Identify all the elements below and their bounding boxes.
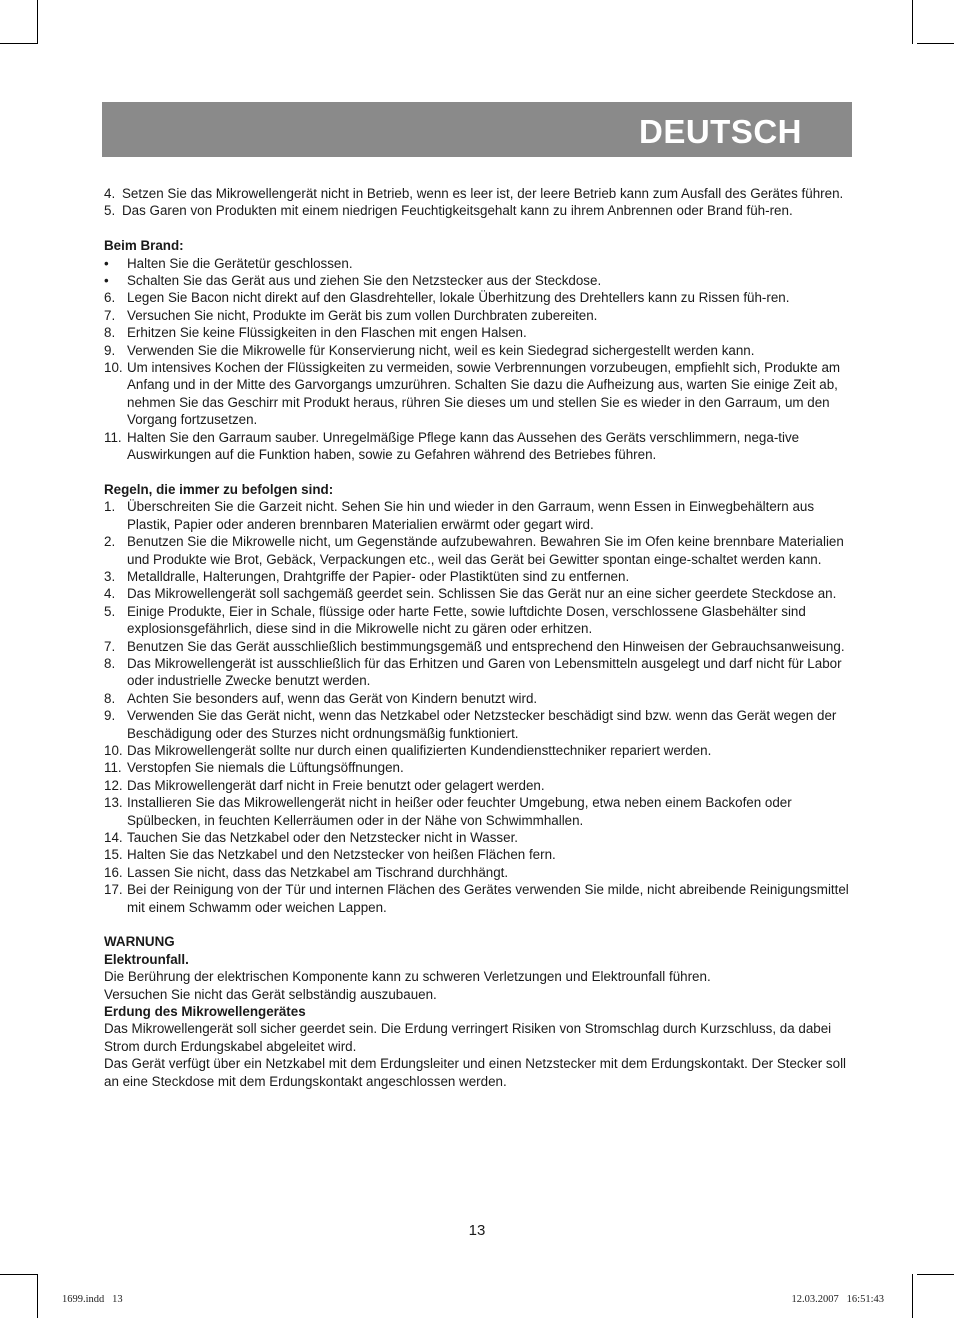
list-item-text: Tauchen Sie das Netzkabel oder den Netzstecker nicht in Wasser.: [127, 830, 519, 845]
date-slug: 12.03.2007 16:51:43: [791, 1294, 884, 1305]
list-item-text: Installieren Sie das Mikrowellengerät nicht in heißer oder feuchter Umgebung, etwa neben einem Backofen oder Spülbecken, in feuchten Kellerräumen oder in der Nähe von Schwimmhallen.: [127, 795, 792, 828]
list-item-text: Benutzen Sie das Gerät ausschließlich bestimmungsgemäß und entsprechend den Hinweisen der Gebrauchsanweisung.: [127, 638, 845, 654]
list-item-number: 10.: [104, 742, 123, 758]
warning-paragraph: Die Berührung der elektrischen Komponente kann zu schweren Verletzungen und Elektrounfall führen.: [104, 969, 711, 985]
crop-mark: [917, 43, 954, 44]
list-item-text: Das Mikrowellengerät darf nicht in Freie benutzt oder gelagert werden.: [127, 777, 545, 793]
list-item-text: Einige Produkte, Eier in Schale, flüssige oder harte Fette, sowie luftdichte Dosen, verschlossene Glasbehälter sind explosionsgefährlich, diese sind in die Mikrowelle nicht zu gären oder erhitzen.: [127, 603, 806, 637]
fire-bullets: [104, 255, 852, 290]
rules-items: [104, 498, 852, 916]
list-item-number: 3.: [104, 568, 116, 584]
list-item-number: 8.: [104, 325, 116, 341]
list-item: [104, 603, 852, 638]
list-item: [104, 255, 852, 272]
grounding-paragraph: Das Mikrowellengerät soll sicher geerdet sein. Die Erdung verringert Risiken von Stromschlag durch Kurzschluss, da dabei Strom durch Erdungskabel abgeleitet wird.: [104, 1021, 832, 1054]
list-item: [104, 568, 852, 585]
list-item-text: Metalldralle, Halterungen, Drahtgriffe der Papier- oder Plastiktüten sind zu entfernen.: [127, 568, 630, 584]
list-item: [104, 289, 852, 306]
language-banner: [102, 102, 852, 157]
list-item-number: 16.: [104, 864, 123, 880]
list-item-text: Das Mikrowellengerät ist ausschließlich für das Erhitzen und Garen von Lebensmitteln ausgelegt und darf nicht für Labor oder industrielle Zwecke benutzt werden.: [127, 655, 842, 689]
grounding-heading: Erdung des Mikrowellengerätes: [104, 1004, 306, 1020]
list-item-number: •: [104, 273, 109, 289]
page-number: 13: [468, 1222, 486, 1239]
crop-mark: [0, 43, 37, 44]
list-item-text: Erhitzen Sie keine Flüssigkeiten in den Flaschen mit engen Halsen.: [127, 325, 527, 341]
crop-mark: [912, 1274, 913, 1318]
electric-shock-heading: Elektrounfall.: [104, 951, 189, 967]
intro-list: [104, 185, 852, 220]
list-item-number: •: [104, 255, 109, 271]
crop-mark: [917, 1274, 954, 1275]
list-item-text: Das Garen von Produkten mit einem niedrigen Feuchtigkeitsgehalt kann zu ihrem Anbrennen oder Brand füh-ren.: [122, 203, 793, 219]
list-item-number: 15.: [104, 847, 123, 863]
list-item-number: 5.: [104, 603, 116, 619]
list-item: [104, 585, 852, 602]
list-item: [104, 742, 852, 759]
list-item: [104, 846, 852, 863]
list-item-text: Das Mikrowellengerät soll sachgemäß geerdet sein. Schlissen Sie das Gerät nur an eine sicher geerdete Steckdose an.: [127, 586, 837, 602]
list-item-text: Achten Sie besonders auf, wenn das Gerät von Kindern benutzt wird.: [127, 690, 538, 706]
list-item: [104, 307, 852, 324]
list-item-number: 11.: [104, 760, 122, 776]
crop-mark: [912, 0, 913, 44]
list-item-number: 4.: [104, 186, 116, 201]
list-item: [104, 707, 852, 742]
list-item-text: Bei der Reinigung von der Tür und internen Flächen des Gerätes verwenden Sie milde, nicht abreibende Reinigungsmittel mit einem Schwamm oder weichen Lappen.: [127, 882, 849, 915]
list-item-number: 9.: [104, 342, 116, 358]
list-item-text: Halten Sie den Garraum sauber. Unregelmäßige Pflege kann das Aussehen des Geräts verschlimmern, nega-tive Auswirkungen auf die Funktion haben, sowie zu Gefahren während des Betriebes führen.: [127, 429, 800, 463]
fire-items: [104, 289, 852, 463]
list-item-number: 12.: [104, 777, 123, 793]
list-item: [104, 533, 852, 568]
list-item: [104, 655, 852, 690]
list-item-text: Überschreiten Sie die Garzeit nicht. Sehen Sie hin und wieder in den Garraum, wenn Essen in Einwegbehältern aus Plastik, Papier oder anderen brennbaren Materialien erwärmt oder gegart wird.: [127, 499, 815, 532]
warning-heading: WARNUNG: [104, 934, 175, 950]
list-item-text: Versuchen Sie nicht, Produkte im Gerät bis zum vollen Durchbraten zubereiten.: [127, 307, 598, 323]
page-title: DEUTSCH: [638, 113, 802, 150]
list-item: [104, 498, 852, 533]
list-item-text: Das Mikrowellengerät sollte nur durch einen qualifizierten Kundendiensttechniker repariert werden.: [127, 742, 712, 758]
list-item-number: 4.: [104, 586, 116, 602]
list-item-text: Legen Sie Bacon nicht direkt auf den Glasdrehteller, lokale Überhitzung des Drehtellers kann zu Rissen füh-ren.: [127, 290, 790, 306]
list-item: [104, 829, 852, 846]
list-item: [104, 881, 852, 916]
list-item-number: 2.: [104, 534, 116, 550]
list-item-number: 5.: [104, 203, 116, 219]
list-item: [104, 342, 852, 359]
grounding-paragraph: Das Gerät verfügt über ein Netzkabel mit dem Erdungsleiter und einen Netzstecker mit dem Erdungskontakt. Der Stecker soll an eine Steckdose mit dem Erdungskontakt angeschlossen werden.: [104, 1056, 847, 1089]
list-item: [104, 777, 852, 794]
list-item-text: Lassen Sie nicht, dass das Netzkabel am Tischrand durchhängt.: [127, 864, 509, 880]
list-item-text: Verwenden Sie das Gerät nicht, wenn das Netzkabel oder Netzstecker beschädigt sind bzw. wenn das Gerät wegen der Beschädigung oder des Sturzes nicht ordnungsmäßig funktioniert.: [127, 708, 837, 741]
list-item-number: 6.: [104, 290, 116, 306]
list-item-text: Verwenden Sie die Mikrowelle für Konservierung nicht, weil es kein Siedegrad sichergestellt werden kann.: [127, 342, 755, 358]
list-item-number: 8.: [104, 655, 116, 671]
list-item-text: Halten Sie die Gerätetür geschlossen.: [127, 255, 353, 271]
list-item: [104, 272, 852, 289]
list-item: [104, 638, 852, 655]
list-item: [104, 185, 852, 202]
list-item-text: Halten Sie das Netzkabel und den Netzstecker von heißen Flächen fern.: [127, 847, 556, 863]
list-item-text: Benutzen Sie die Mikrowelle nicht, um Gegenstände aufzubewahren. Bewahren Sie im Ofen keine brennbare Materialien und Produkte wie Brot, Gebäck, Verpackungen etc., weil das Gerät bei Gewitter spontan einge-schaltet werden kann.: [127, 534, 844, 567]
list-item: [104, 429, 852, 464]
list-item-number: 10.: [104, 360, 123, 376]
list-item: [104, 759, 852, 776]
list-item-number: 11.: [104, 429, 122, 445]
list-item-text: Setzen Sie das Mikrowellengerät nicht in Betrieb, wenn es leer ist, der leere Betrieb kann zum Ausfall des Gerätes führen.: [122, 186, 844, 201]
list-item: [104, 864, 852, 881]
crop-mark: [37, 0, 38, 44]
list-item: [104, 202, 852, 219]
list-item: [104, 324, 852, 341]
list-item: [104, 690, 852, 707]
crop-mark: [0, 1274, 37, 1275]
list-item-number: 7.: [104, 307, 116, 323]
list-item-text: Schalten Sie das Gerät aus und ziehen Sie den Netzstecker aus der Steckdose.: [127, 273, 602, 289]
list-item-number: 13.: [104, 795, 123, 811]
document-body: [104, 185, 852, 1090]
list-item-number: 14.: [104, 830, 123, 845]
list-item-text: Um intensives Kochen der Flüssigkeiten zu vermeiden, sowie Verbrennungen vorzubeugen, empfiehlt sich, Produkte am Anfang und in der Mitte des Garvorgangs umzurühren. Schalten Sie dazu die Aufheizung aus, warten Sie einige Zeit ab, nehmen Sie das Geschirr mit Produkt heraus, rühren Sie dieses um und stellen Sie es wieder in den Garraum, um den Vorgang fortzusetzen.: [127, 360, 841, 428]
list-item-number: 9.: [104, 708, 116, 724]
file-slug: 1699.indd 13: [62, 1294, 123, 1305]
list-item-number: 8.: [104, 690, 116, 706]
list-item: [104, 359, 852, 429]
list-item-number: 7.: [104, 638, 116, 654]
crop-mark: [37, 1274, 38, 1318]
list-item-number: 1.: [104, 499, 116, 515]
list-item-text: Verstopfen Sie niemals die Lüftungsöffnungen.: [127, 760, 404, 776]
fire-heading: Beim Brand:: [104, 238, 184, 254]
list-item: [104, 794, 852, 829]
warning-paragraph: Versuchen Sie nicht das Gerät selbständig auszubauen.: [104, 986, 437, 1002]
list-item-number: 17.: [104, 882, 123, 898]
rules-heading: Regeln, die immer zu befolgen sind:: [104, 481, 334, 497]
